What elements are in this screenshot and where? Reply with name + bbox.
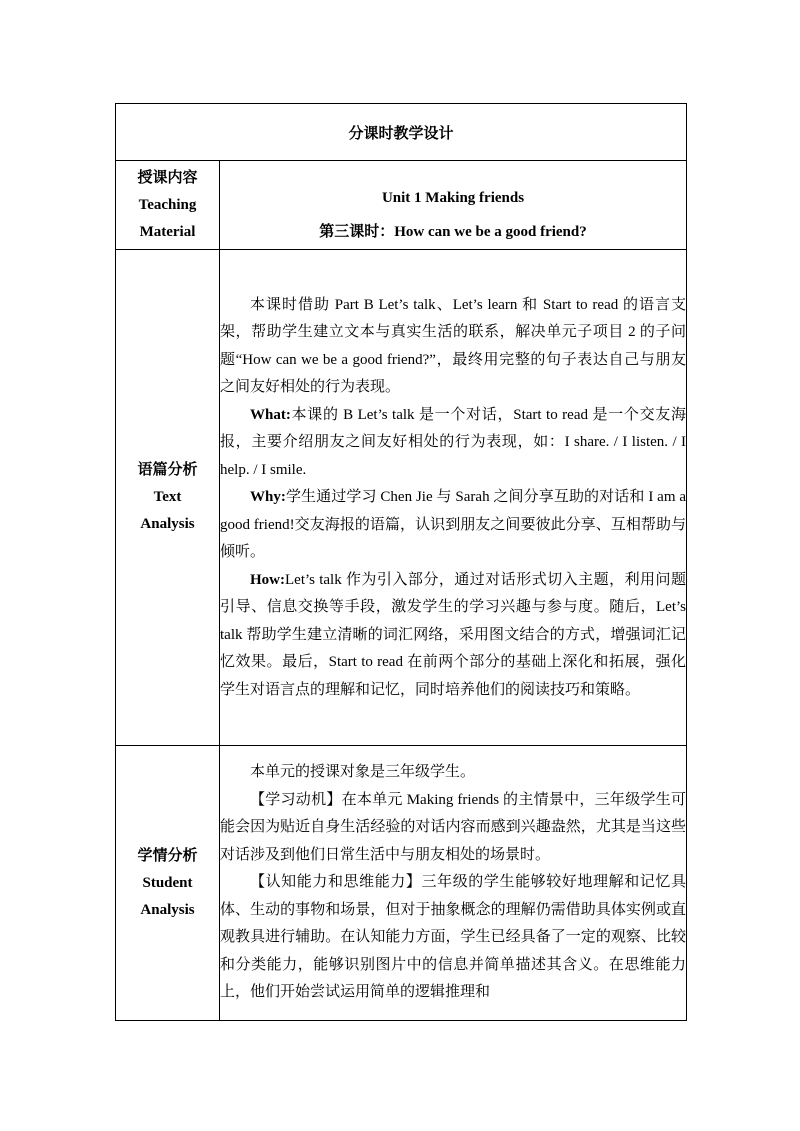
student-analysis-label-en-2: Analysis (140, 901, 195, 918)
student-analysis-label (116, 746, 220, 1021)
how-text: Let’s talk 作为引入部分，通过对话形式切入主题，利用问题引导、信息交换等手段，激发学生的学习兴趣与参与度。随后，Let’s talk 帮助学生建立清晰的词汇网络，采用图文结合的方式，增强词汇记忆效果。最后，Start to read 在前两个部分的基础上深化和拓展，强化学生对语言点的理解和记忆，同时培养他们的阅读技巧和策略。 (220, 571, 687, 698)
text-analysis-row (116, 250, 687, 746)
student-analysis-row (116, 746, 687, 1021)
why-key: Why: (250, 489, 286, 506)
text-analysis-why (220, 484, 686, 567)
teaching-material-label-en-1: Teaching (138, 196, 197, 213)
table-title: 分课时教学设计 (116, 104, 687, 161)
text-analysis-content (220, 250, 687, 746)
what-text: 本课的 B Let’s talk 是一个对话，Start to read 是一个交友海报，主要介绍朋友之间友好相处的行为表现，如：I share. / I listen. / I help. / I smile. (220, 406, 687, 478)
student-analysis-cognition: 【认知能力和思维能力】三年级的学生能够较好地理解和记忆具体、生动的事物和场景，但对于抽象概念的理解仍需借助具体实例或直观教具进行辅助。在认知能力方面，学生已经具备了一定的观察、比较和分类能力，能够识别图片中的信息并简单描述其含义。在思维能力上，他们开始尝试运用简单的逻辑推理和 (220, 874, 687, 1001)
student-analysis-label-cn: 学情分析 (137, 847, 198, 864)
text-analysis-what (220, 402, 686, 485)
how-key: How: (250, 571, 285, 588)
teaching-material-content (220, 161, 687, 250)
text-analysis-label-en-2: Analysis (140, 516, 195, 532)
text-analysis-how (220, 567, 686, 705)
student-analysis-label-en-1: Student (142, 874, 193, 891)
teaching-material-label-cn: 授课内容 (137, 169, 198, 186)
unit-title: Unit 1 Making friends (381, 189, 525, 206)
text-analysis-intro: 本课时借助 Part B Let’s talk、Let’s learn 和 Start to read 的语言支架，帮助学生建立文本与真实生活的联系，解决单元子项目 2 的子问题“How can we be a good friend?”，最终用完整的句子表达自己与朋友之间友好相处的行为表现。 (220, 296, 687, 396)
student-analysis-motivation: 【学习动机】在本单元 Making friends 的主情景中，三年级学生可能会因为贴近自身生活经验的对话内容而感到兴趣盎然，尤其是当这些对话涉及到他们日常生活中与朋友相处的场景时。 (220, 791, 687, 863)
text-analysis-label-en-1: Text (153, 489, 182, 505)
teaching-material-label (116, 161, 220, 250)
why-text: 学生通过学习 Chen Jie 与 Sarah 之间分享互助的对话和 I am a good friend!交友海报的语篇，认识到朋友之间要彼此分享、互相帮助与倾听。 (220, 489, 687, 561)
text-analysis-label (116, 250, 220, 746)
lesson-title: 第三课时：How can we be a good friend? (319, 223, 587, 240)
student-analysis-content (220, 746, 687, 1021)
lesson-design-table (115, 103, 687, 1021)
what-key: What: (250, 406, 291, 423)
title-row (116, 104, 687, 161)
teaching-material-label-en-2: Material (139, 223, 196, 240)
student-analysis-intro: 本单元的授课对象是三年级学生。 (250, 764, 476, 781)
teaching-material-row (116, 161, 687, 250)
text-analysis-label-cn: 语篇分析 (137, 462, 198, 478)
